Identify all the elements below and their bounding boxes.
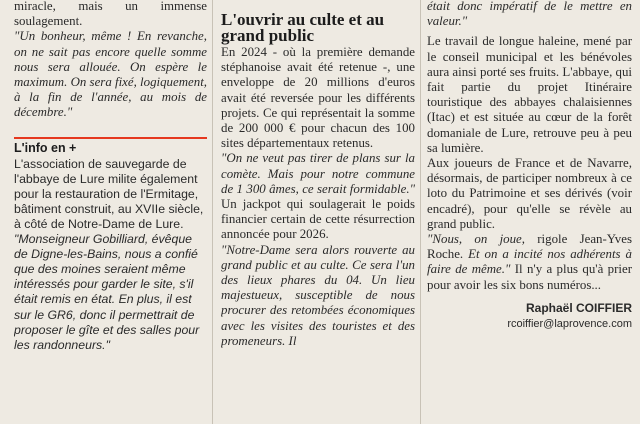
quote-paragraph: "Notre-Dame sera alors rouverte au grand public et au culte. Ce sera l'un des lieux phares du 04. Un lieu majestueux, susceptible de nous procurer des retombées économiques avec les visites des touristes et des promeneurs. Il (221, 242, 415, 348)
paragraph: En 2024 - où la première demande stéphanoise avait été retenue -, une enveloppe de 20 millions d'euros avait été reversée pour les différents projets. Ce qui représentait la somme de 200 000 € pour chacun des 100 sites départementaux retenus. (221, 45, 415, 151)
text-inline: rigole Jean-Yves Roche. (427, 232, 632, 262)
column-divider (212, 0, 213, 424)
column-divider (420, 0, 421, 424)
paragraph-continued: miracle, mais un immense soulagement. (14, 0, 207, 29)
author-email[interactable]: rcoiffier@laprovence.com (507, 317, 632, 330)
quote-continued: était donc impératif de le mettre en valeur." (427, 0, 632, 29)
info-box-quote: "Monseigneur Gobilliard, évêque de Digne-les-Bains, nous a confié que des moines seraient même intéressés pour garder le site, s'il était remis en état. En plus, il est sur le GR6, donc il permettrait de proposer le gîte et des salles pour les randonneurs." (14, 232, 200, 352)
quote-inline: "On ne veut pas tirer de plans sur la comète. Mais pour notre commune de 1 300 âmes, ce serait formidable." (221, 151, 415, 196)
info-box-text: L'association de sauvegarde de l'abbaye de Lure milite également pour la restauration de l'Ermitage, bâtiment construit, au XVIIe siècle, à côté de Notre-Dame de Lure. (14, 156, 204, 231)
quote-inline: "Nous, on joue, (427, 232, 525, 247)
paragraph: Aux joueurs de France et de Navarre, désormais, de participer nombreux à ce loto du Patrimoine et ses dérivés (voir encadré), pour qu'elle se révèle au grand public. (427, 156, 632, 231)
text-inline: Il n'y a plus qu'à prier pour avoir les six bons numéros... (427, 262, 632, 292)
column-2 (221, 0, 415, 424)
paragraph (427, 232, 632, 293)
paragraph: Le travail de longue haleine, mené par le conseil municipal et les bénévoles aura ainsi porté ses fruits. L'abbaye, qui fait partie du projet Itinéraire touristique des abbayes chalaisiennes (Itac) et est située au cœur de la forêt domaniale de Lure, retrouve peu à peu sa lumière. (427, 34, 632, 155)
quote-inline: Et on a incité nos adhérents à faire de même." (427, 247, 632, 277)
info-box-heading: L'info en + (14, 137, 207, 155)
quote-paragraph: "Un bonheur, même ! En revanche, on ne sait pas encore quelle somme nous sera allouée. On espère le maximum. On sera fixé, logiquement, à la fin de l'année, au mois de décembre." (14, 29, 207, 120)
author-signature: Raphaël COIFFIER (525, 300, 632, 315)
column-3 (427, 0, 632, 424)
section-heading: L'ouvrir au culte et au grand public (221, 10, 385, 45)
paragraph (221, 151, 415, 242)
column-1 (14, 0, 207, 424)
text-inline: Un jackpot qui soulagerait le poids financier certain de cette résurrection annoncée pour 2026. (221, 197, 415, 242)
